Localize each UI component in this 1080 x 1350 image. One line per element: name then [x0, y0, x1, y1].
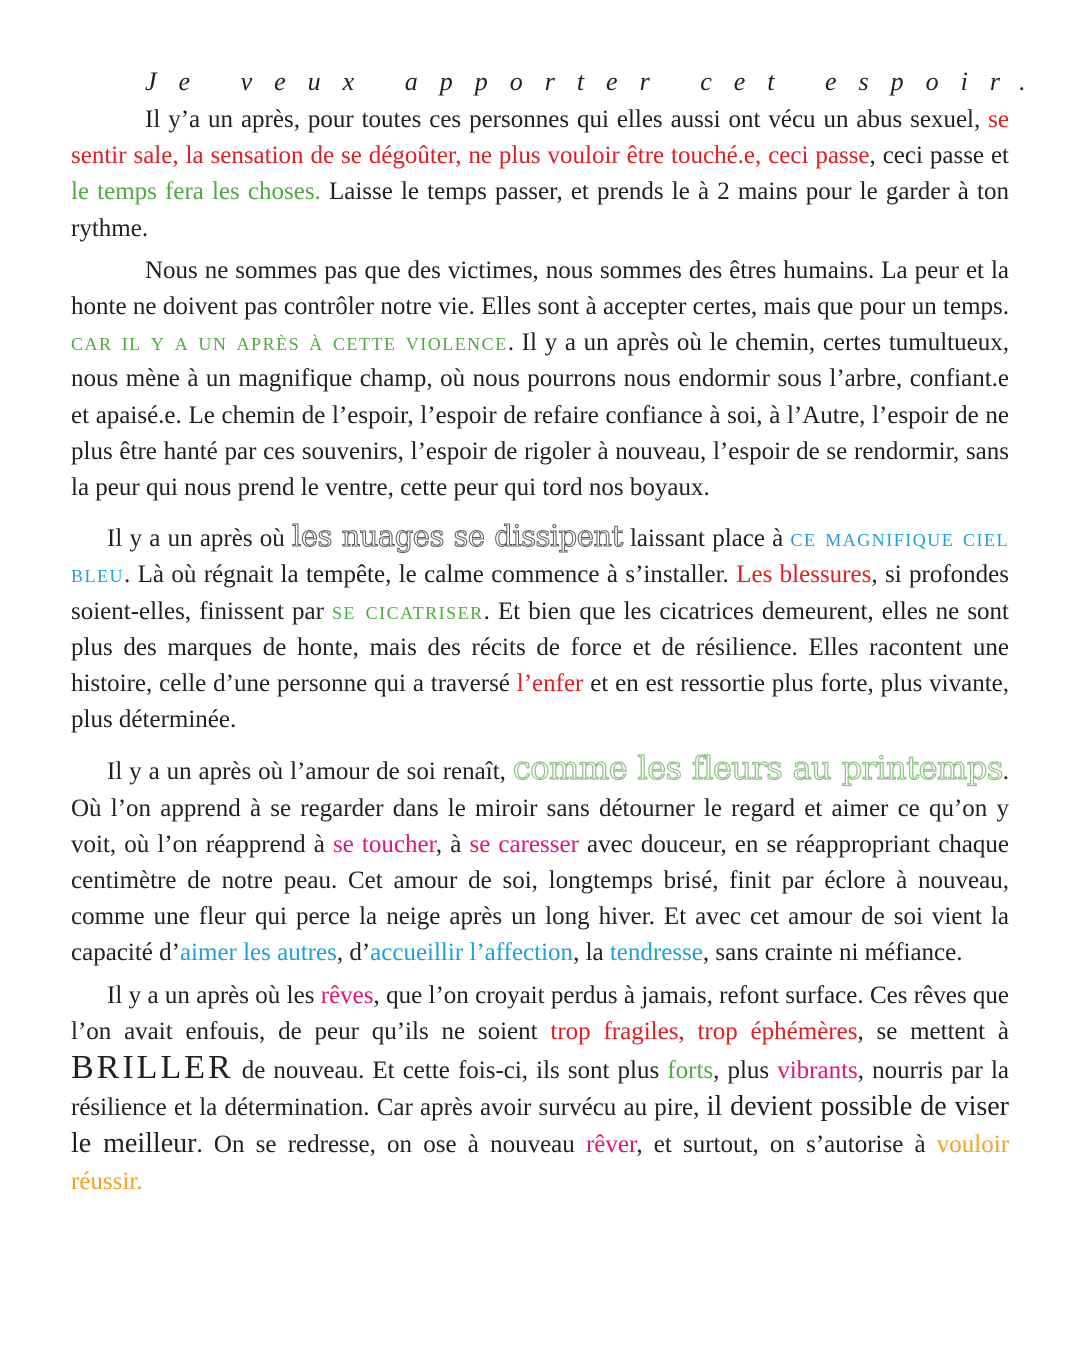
p1-text: Laisse le temps passer, et prends le à 2 mains pour le garder à ton rythme. — [71, 178, 1009, 242]
paragraph-3 — [71, 518, 1009, 738]
p5-green-word: forts — [667, 1057, 714, 1085]
p2-text: Nous ne sommes pas que des victimes, nous sommes des êtres humains. La peur et la honte ne doivent pas contrôler notre vie. Elles sont à accepter certes, mais que pour un temps. — [71, 256, 1009, 321]
p5-briller-word: BRILLER — [71, 1049, 234, 1087]
p4-blue-phrase: accueillir l’affection — [370, 939, 574, 967]
page-heading: Je veux apporter cet espoir. — [145, 67, 1048, 96]
p5-text: . On se redresse, on ose à nouveau — [196, 1131, 586, 1159]
p4-text: avec douceur, en se réappropriant chaque centimètre de notre peau. Cet amour de soi, longtemps brisé, finit par éclore à nouveau, comme une fleur qui perce la neige après un long hiver. Et avec cet amour de soi vient la capacité d’ — [71, 830, 1009, 967]
p3-sky-phrase: ce magnifique ciel bleu — [71, 525, 1009, 589]
p4-text: , d’ — [336, 939, 371, 967]
p3-text: . Et bien que les cicatrices demeurent, elles ne sont plus des marques de honte, mais des récits de force et de résilience. Elles racontent une histoire, celle d’une personne qui a traversé — [71, 597, 1009, 698]
p4-blue-phrase: tendresse — [609, 939, 703, 967]
p1-text: , ceci passe et — [869, 142, 1009, 170]
p5-text: Il y a un après où les — [107, 981, 321, 1009]
p5-text: , que l’on croyait perdus à jamais, refont surface. Ces rêves que l’on avait enfouis, de peur qu’ils ne soient — [71, 981, 1009, 1045]
paragraph-4 — [71, 750, 1009, 971]
p5-text: , se mettent à — [857, 1017, 1009, 1045]
p2-text: . Il y a un après où le chemin, certes tumultueux, nous mène à un magnifique champ, où nous pourrons nous endormir sous l’arbre, confiant.e et apaisé.e. Le chemin de l’espoir, l’espoir de refaire confiance à soi, à l’Autre, l’espoir de ne plus être hanté par ces souvenirs, l’espoir de rigoler à nouveau, l’espoir de se rendormir, sans la peur qui nous prend le ventre, cette peur qui tord nos boyaux. — [71, 329, 1009, 502]
p3-text: laissant place à — [622, 525, 791, 553]
p5-red-phrase: trop fragiles, trop éphémères — [550, 1017, 858, 1045]
p2-smallcaps-phrase: car il y a un après à cette violence — [71, 329, 508, 357]
p1-red-phrase: se sentir sale, la sensation de se dégoûter, ne plus vouloir être touché.e, ceci passe — [71, 106, 1009, 170]
p1-green-phrase: le temps fera les choses. — [71, 178, 321, 206]
p4-text: . Où l’on apprend à se regarder dans le miroir sans détourner le regard et aimer ce qu’on y voit, où l’on réapprend à — [71, 758, 1010, 858]
p4-outline-phrase: comme les fleurs au printemps — [512, 749, 1003, 788]
p5-text: , plus — [713, 1057, 778, 1085]
paragraph-1 — [71, 102, 1009, 247]
p4-text: Il y a un après où l’amour de soi renaît, — [107, 758, 513, 786]
p5-text: , et surtout, on s’autorise à — [636, 1131, 937, 1159]
p4-text: , sans crainte ni méfiance. — [702, 939, 963, 967]
p3-text: Il y a un après où — [107, 525, 293, 553]
p3-outline-phrase: les nuages se dissipent — [292, 519, 623, 554]
p3-text: et en est ressortie plus forte, plus vivante, plus déterminée. — [71, 670, 1009, 734]
p5-text: de nouveau. Et cette fois-ci, ils sont plus — [233, 1057, 668, 1085]
p3-text: . Là où régnait la tempête, le calme commence à s’installer. — [124, 561, 737, 589]
p4-pink-phrase: se caresser — [469, 830, 579, 858]
p5-orange-phrase: vouloir réussir. — [71, 1131, 1010, 1195]
p4-pink-phrase: se toucher — [333, 830, 436, 858]
p3-text: , si profondes soient-elles, finissent par — [71, 561, 1010, 625]
p5-pink-phrase: rêves — [320, 981, 374, 1009]
p5-text: , nourris par la résilience et la détermination. Car après avoir survécu au pire, — [71, 1057, 1009, 1122]
p5-pink-phrase: rêver — [585, 1131, 637, 1159]
text-page — [71, 62, 1048, 1200]
p3-wounds-phrase: Les blessures — [736, 561, 872, 589]
p4-blue-phrase: aimer les autres — [179, 939, 337, 967]
paragraph-5 — [71, 978, 1009, 1200]
p3-heal-phrase: se cicatriser — [332, 597, 484, 625]
p5-pink-phrase: vibrants — [777, 1057, 858, 1085]
paragraph-2 — [71, 253, 1009, 506]
p4-text: , à — [435, 830, 470, 858]
p1-text: Il y’a un après, pour toutes ces personnes qui elles aussi ont vécu un abus sexuel, — [145, 106, 989, 133]
p4-text: , la — [573, 939, 610, 967]
p3-hell-phrase: l’enfer — [516, 670, 584, 698]
p5-large-phrase: il devient possible de viser le meilleur — [71, 1091, 1010, 1160]
